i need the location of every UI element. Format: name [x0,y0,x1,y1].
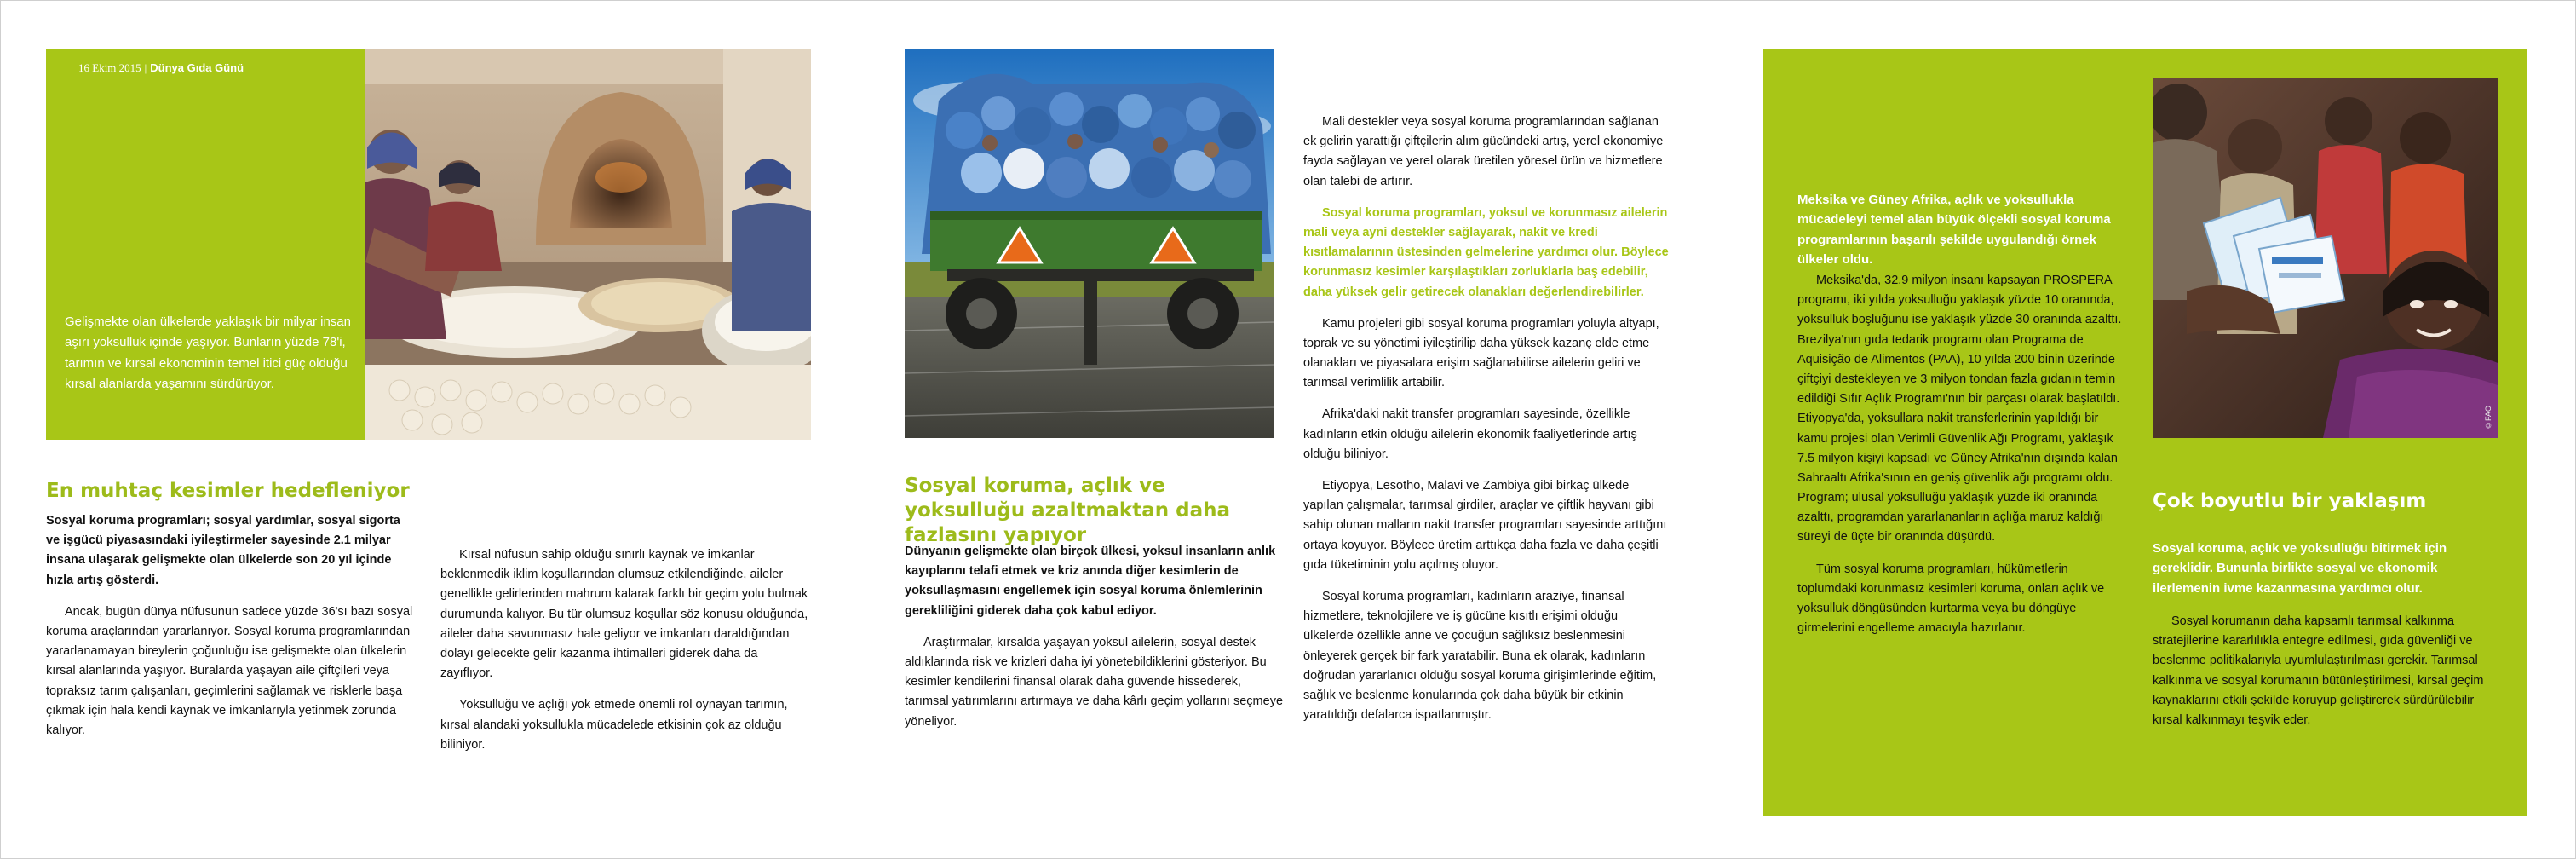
panel2-paragraph: Etiyopya, Lesotho, Malavi ve Zambiya gibi birkaç ülkede yapılan çalışmalar, tarımsal girdiler, araçlar ve çiftlik hayvanı gibi sahip olunan malların nakit transfer programları sayesinde arttığını ortaya koyuyor. Böylece üretim arttıkça daha fazla ve daha çeşitli gıda tüketiminin yolu açılmış oluyor. [1303,479,1667,572]
panel1-section-title: En muhtaç kesimler hedefleniyor [46,480,410,502]
panel3-paragraph: Tüm sosyal koruma programları, hükümetlerin toplumdaki korunmasız kesimleri koruma, onları açlık ve yoksulluk döngüsünden kurtarma veya bu döngüye girmelerini engelleme amacıyla hazırlanır. [1797,562,2105,636]
panel2-highlight-paragraph: Sosyal koruma programları, yoksul ve korunmasız ailelerin mali veya ayni destekler sağlayarak, nakit ve kredi kısıtlamalarının üstesinden gelmelerine yardımcı olur. Böylece korunmasız kesimler karşılaştıkları zorluklarla baş edebilir, daha yüksek gelir getirecek olanakları değerlendirebilirler. [1303,205,1669,299]
photo-credit: ©FAO [2484,405,2493,430]
panel3-paragraph: Sosyal korumanın daha kapsamlı tarımsal kalkınma stratejilerine kararlılıkla entegre edilmesi, gıda güvenliği ve beslenme politikalarıyla uyumlulaştırılması gerekir. Tarımsal kalkınma ve sosyal korumanın bütünleştirilmesi, kırsal geçim kaynaklarını etkili şekilde koruyup geliştirerek sürdürülebilir kırsal kalkınmayı teşvik eder. [2153,614,2484,727]
panel3-section-title: Çok boyutlu bir yaklaşım [2153,490,2427,512]
panel3-paragraph: Meksika'da, 32.9 milyon insanı kapsayan PROSPERA programı, iki yılda yoksulluğu yaklaşık yüzde 10 oranında, yoksulluk boşluğunu ise yaklaşık yüzde 30 oranında azalttı. Brezilya'nın gıda tedarik programı olan Programa de Aquisição de Alimentos (PAA), 10 yılda 200 binin üzerinde çiftçiyi destekleyen ve 3 milyon tondan fazla gıdanın temin edildiği Sıfır Açlık Programı'nın bir parçası olarak başlatıldı. Etiyopya'da, yoksullara nakit transferlerinin yapıldığı bir kamu projesi olan Verimli Güvenlik Ağı Programı, yaklaşık 7.5 milyon kişiyi kapsadı ve Güney Afrika'nın dışında kalan Sahraaltı Afrika'sının en geniş güvenlik ağı programı oldu. Program; ulusal yoksulluğu yaklaşık yüzde iki oranında azalttı, programdan yararlananların açlığa maruz kaldığı süreyi de üçte bir oranında düşürdü. [1797,274,2122,545]
panel2-photo-trailer [905,49,1274,438]
panel3-column-1 [1797,271,2130,638]
header-title: Dünya Gıda Günü [150,61,244,74]
panel2-paragraph: Sosyal koruma programları, kadınların araziye, finansal hizmetlere, teknolojilere ve iş gücüne kısıtlı erişimi olduğu ülkelerde özellikle anne ve çocuğun sağlıksız beslenmesini önleyerek gerçek bir fark yaratabilir. Buna ek olarak, kadınların doğrudan yararlanıcı olduğu sosyal koruma girişimlerinde eğitim, sağlık ve beslenme konularında çok daha büyük bir etkinin yaratıldığı defalarca ispatlanmıştır. [1303,589,1657,723]
panel2-section-title: Sosyal koruma, açlık ve yoksulluğu azaltmaktan daha fazlasını yapıyor [905,475,1231,546]
panel1-photo-bakers [365,49,811,440]
panel3-column-2 [2153,612,2495,730]
panel3-subhead: Sosyal koruma, açlık ve yoksulluğu bitirmek için gereklidir. Bununla birlikte sosyal ve ekonomik ilerlemenin ivme kazanmasına yardımcı olur. [2153,541,2447,596]
panel1-column-1 [46,511,414,741]
panel2-column-1 [905,542,1284,732]
panel1-lead-paragraph: Sosyal koruma programları; sosyal yardımlar, sosyal sigorta ve işgücü piyasasındaki iyileştirmeler sayesinde 2.1 milyar insana ulaşarak gelişmekte olan ülkelerde son 20 yıl içinde hızla artış gösterdi. [46,514,400,587]
panel1-paragraph: Yoksulluğu ve açlığı yok etmede önemli rol oynayan tarımın, kırsal alandaki yoksullukla mücadelede etkisinin çok az olduğu biliniyor. [440,698,788,752]
panel1-paragraph: Kırsal nüfusun sahip olduğu sınırlı kaynak ve imkanlar beklenmedik iklim koşullarından olumsuz etkilendiğinde, aileler genellikle gelirlerinden mahrum kalarak farklı bir geçim yolu bulmak durumunda kalıyor. Bu tür olumsuz koşullar söz konusu olduğunda, aileler daha savunmasız hale geliyor ve imkanları daraldığından dolayı gelecekte gelir kazanma ihtimalleri giderek daha da zayıflıyor. [440,548,808,681]
panel1-caption: Gelişmekte olan ülkelerde yaklaşık bir milyar insan aşırı yoksulluk içinde yaşıyor. Bunların yüzde 78'i, tarımın ve kırsal ekonominin temel itici güç olduğu kırsal alanlarda yaşamını sürdürüyor. [65,314,351,391]
header-date: 16 Ekim 2015 [78,61,141,74]
panel2-paragraph: Mali destekler veya sosyal koruma programlarından sağlanan ek gelirin yarattığı çiftçilerin alım gücündeki artış, yerel ekonomiye fayda sağlayan ve yerel olarak üretilen yöresel ürün ve hizmetlere olan talebi de artırır. [1303,115,1664,188]
panel2-paragraph: Afrika'daki nakit transfer programları sayesinde, özellikle kadınların etkin olduğu ailelerin ekonomik faaliyetlerinde artış olduğu biliniyor. [1303,407,1637,461]
panel1-paragraph: Ancak, bugün dünya nüfusunun sadece yüzde 36'sı bazı sosyal koruma araçlarından yararlanıyor. Sosyal koruma programlarından yararlanamayan bireylerin çoğunluğu ise gelişmekte olan ülkelerin kırsal alanlarında yaşıyor. Buralarda yaşayan aile çiftçileri veya topraksız tarım çalışanları, geçimlerini sağlamak ve risklerle başa çıkmak için hala kendi kaynak ve imkanlarıyla yetinmek zorunda kalıyor. [46,604,413,737]
panel3-photo-cards [2153,78,2498,438]
panel1-column-2 [440,545,811,755]
panel2-paragraph: Araştırmalar, kırsalda yaşayan yoksul ailelerin, sosyal destek aldıklarında risk ve krizleri daha iyi yönetebildiklerini gösteriyor. Bu kesimler kendilerini finansal olarak daha güvende hissederek, tarımsal yatırımlarını artırmaya ve daha kârlı geçim yollarını seçmeye yöneliyor. [905,635,1284,729]
panel2-column-2 [1303,112,1670,725]
panel2-lead-paragraph: Dünyanın gelişmekte olan birçok ülkesi, yoksul insanların anlık kayıplarını telafi etmek ve kriz anında diğer kesimlerin de yoksullaşmasını engellemek için sosyal koruma önlemlerinin gerekliliğini giderek daha çok kabul ediyor. [905,545,1276,618]
panel3-intro: Meksika ve Güney Afrika, açlık ve yoksullukla mücadeleyi temel alan büyük ölçekli sosyal koruma programlarının başarılı şekilde uygulandığı örnek ülkeler oldu. [1797,193,2111,267]
panel2-paragraph: Kamu projeleri gibi sosyal koruma programları yoluyla altyapı, toprak ve su yönetimi iyileştirilip daha yüksek kazanç elde etme olanakları ve piyasalara erişim sağlanabilirse ailelerin geliri ve tarımsal verimlilik artabilir. [1303,316,1659,390]
panel1-header [78,61,244,75]
header-separator: | [144,61,147,74]
